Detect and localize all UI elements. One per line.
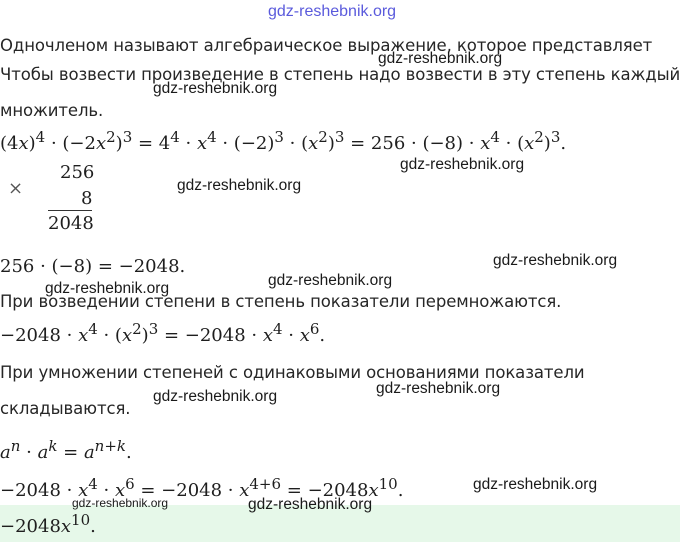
- power-product-rule-text-continued: множитель.: [0, 101, 104, 120]
- multiplication-rule-text-continued: складываются.: [0, 399, 131, 418]
- watermark: gdz-reshebnik.org: [473, 476, 598, 493]
- equation-power-of-power: $-2048 \cdot x^4 \cdot (x^2)^3 = -2048 \cdot x^4 \cdot x^6$.: [0, 320, 326, 346]
- equation-numeric-product: 256 · (−8) = −2048.: [0, 256, 186, 277]
- column-result-line: [48, 210, 92, 211]
- power-product-rule-text: Чтобы возвести произведение в степень надо возвести в эту степень каждый: [0, 65, 680, 84]
- equation-combine-exponents: $-2048 \cdot x^4 \cdot x^6 = -2048 \cdot x^{4+6} = -2048x^{10}$.: [0, 475, 404, 501]
- watermark: gdz-reshebnik.org: [378, 50, 503, 67]
- equation-exponent-sum-rule: $a^n \cdot a^k = a^{n+k}$.: [0, 437, 132, 463]
- watermark: gdz-reshebnik.org: [493, 252, 618, 269]
- final-answer: $-2048x^{10}$.: [0, 511, 96, 537]
- watermark: gdz-reshebnik.org: [153, 80, 278, 97]
- watermark: gdz-reshebnik.org: [177, 177, 302, 194]
- watermark: gdz-reshebnik.org: [72, 496, 169, 510]
- watermark: gdz-reshebnik.org: [248, 496, 373, 513]
- watermark: gdz-reshebnik.org: [45, 280, 170, 297]
- watermark: gdz-reshebnik.org: [376, 380, 501, 397]
- equation-expand-product: $(4x)^4 \cdot (-2x^2)^3 = 4^4 \cdot x^4 \cdot (-2)^3 \cdot (x^2)^3 = 256 \cdot (-8) \cdot x^4 \cdot (x^2)^3$.: [0, 128, 567, 154]
- multiplication-sign: ×: [8, 178, 24, 199]
- watermark: gdz-reshebnik.org: [400, 156, 525, 173]
- watermark: gdz-reshebnik.org: [153, 388, 278, 405]
- power-of-power-rule: При возведении степени в степень показатели перемножаются.: [0, 292, 562, 311]
- column-multiplicand: 256: [60, 162, 95, 183]
- multiplication-rule-text: При умножении степеней с одинаковыми основаниями показатели: [0, 363, 585, 382]
- definition-text: Одночленом называют алгебраическое выражение, которое представляет: [0, 36, 653, 55]
- column-product: 2048: [48, 213, 94, 234]
- column-multiplier: 8: [81, 188, 93, 209]
- watermark: gdz-reshebnik.org: [268, 272, 393, 289]
- site-title[interactable]: gdz-reshebnik.org: [268, 3, 397, 20]
